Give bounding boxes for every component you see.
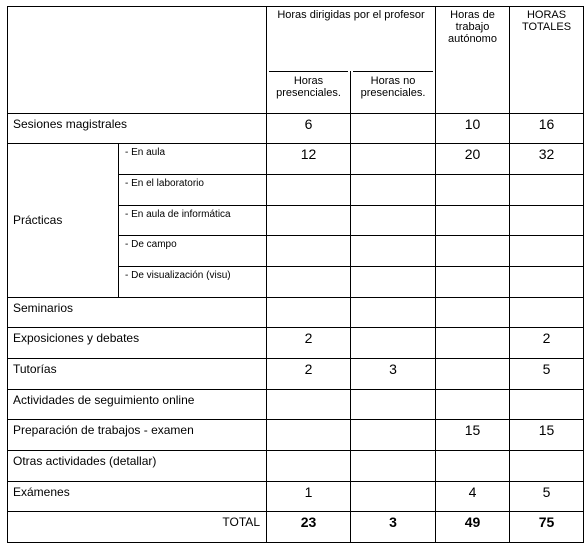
table-row bbox=[8, 358, 584, 389]
cell-no-presenciales: 3 bbox=[351, 358, 436, 389]
table-row bbox=[8, 327, 584, 358]
cell-presenciales: 12 bbox=[267, 143, 351, 174]
table-row bbox=[8, 297, 584, 327]
cell-autonomo bbox=[436, 297, 510, 327]
total-presenciales: 23 bbox=[267, 511, 351, 542]
cell-total bbox=[510, 450, 584, 481]
table-row bbox=[8, 113, 584, 143]
cell-no-presenciales bbox=[351, 235, 436, 266]
cell-autonomo bbox=[436, 327, 510, 358]
sub-row-label: - En aula de informática bbox=[119, 205, 267, 235]
sub-row-label: - De visualización (visu) bbox=[119, 266, 267, 297]
row-label: Sesiones magistrales bbox=[8, 113, 267, 143]
cell-presenciales bbox=[267, 389, 351, 419]
cell-no-presenciales bbox=[351, 113, 436, 143]
row-label: Exámenes bbox=[8, 481, 267, 511]
cell-presenciales: 2 bbox=[267, 327, 351, 358]
cell-total: 32 bbox=[510, 143, 584, 174]
row-label: Tutorías bbox=[8, 358, 267, 389]
row-label: Exposiciones y debates bbox=[8, 327, 267, 358]
table-row bbox=[8, 419, 584, 450]
cell-autonomo bbox=[436, 389, 510, 419]
cell-total: 2 bbox=[510, 327, 584, 358]
sub-row-label: - De campo bbox=[119, 235, 267, 266]
total-row bbox=[8, 511, 584, 542]
sub-row-label: - En el laboratorio bbox=[119, 174, 267, 205]
header-totales-label: HORAS TOTALES bbox=[521, 9, 572, 33]
cell-presenciales bbox=[267, 450, 351, 481]
sub-row-label: - En aula bbox=[119, 143, 267, 174]
cell-no-presenciales bbox=[351, 297, 436, 327]
table-row bbox=[8, 389, 584, 419]
cell-total bbox=[510, 174, 584, 205]
row-label: Otras actividades (detallar) bbox=[8, 450, 267, 481]
cell-presenciales bbox=[267, 235, 351, 266]
header-totales bbox=[510, 7, 584, 114]
cell-no-presenciales bbox=[351, 143, 436, 174]
cell-total: 5 bbox=[510, 358, 584, 389]
cell-total bbox=[510, 235, 584, 266]
header-no-presenciales-label: Horas no presenciales. bbox=[360, 74, 426, 99]
header-presenciales-label: Horas presenciales. bbox=[276, 74, 341, 99]
cell-no-presenciales bbox=[351, 419, 436, 450]
cell-no-presenciales bbox=[351, 450, 436, 481]
cell-presenciales: 6 bbox=[267, 113, 351, 143]
header-autonomo bbox=[436, 7, 510, 114]
total-autonomo: 49 bbox=[436, 511, 510, 542]
header-presenciales bbox=[267, 71, 351, 114]
cell-total bbox=[510, 205, 584, 235]
cell-autonomo bbox=[436, 266, 510, 297]
table-row bbox=[8, 450, 584, 481]
total-label: TOTAL bbox=[8, 511, 267, 542]
cell-autonomo: 10 bbox=[436, 113, 510, 143]
cell-total: 5 bbox=[510, 481, 584, 511]
cell-no-presenciales bbox=[351, 266, 436, 297]
cell-total bbox=[510, 297, 584, 327]
header-no-presenciales bbox=[351, 71, 436, 114]
cell-autonomo bbox=[436, 235, 510, 266]
row-label: Actividades de seguimiento online bbox=[8, 389, 267, 419]
cell-total: 15 bbox=[510, 419, 584, 450]
cell-presenciales bbox=[267, 205, 351, 235]
cell-no-presenciales bbox=[351, 389, 436, 419]
total-total: 75 bbox=[510, 511, 584, 542]
cell-presenciales bbox=[267, 174, 351, 205]
table-row bbox=[8, 143, 584, 174]
cell-autonomo bbox=[436, 450, 510, 481]
row-label: Preparación de trabajos - examen bbox=[8, 419, 267, 450]
cell-autonomo bbox=[436, 358, 510, 389]
cell-no-presenciales bbox=[351, 327, 436, 358]
cell-presenciales bbox=[267, 419, 351, 450]
row-label: Seminarios bbox=[8, 297, 267, 327]
cell-no-presenciales bbox=[351, 205, 436, 235]
header-group-label: Horas dirigidas por el profesor bbox=[277, 9, 425, 21]
cell-autonomo bbox=[436, 205, 510, 235]
total-no-presenciales: 3 bbox=[351, 511, 436, 542]
header-empty-cell bbox=[8, 7, 267, 114]
cell-total: 16 bbox=[510, 113, 584, 143]
cell-autonomo bbox=[436, 174, 510, 205]
cell-total bbox=[510, 389, 584, 419]
cell-total bbox=[510, 266, 584, 297]
cell-presenciales bbox=[267, 297, 351, 327]
cell-no-presenciales bbox=[351, 174, 436, 205]
cell-presenciales bbox=[267, 266, 351, 297]
cell-presenciales: 2 bbox=[267, 358, 351, 389]
cell-autonomo: 20 bbox=[436, 143, 510, 174]
cell-autonomo: 4 bbox=[436, 481, 510, 511]
header-autonomo-label: Horas de trabajo autónomo bbox=[448, 9, 497, 45]
hours-table bbox=[7, 6, 584, 543]
cell-autonomo: 15 bbox=[436, 419, 510, 450]
cell-presenciales: 1 bbox=[267, 481, 351, 511]
row-label-practicas: Prácticas bbox=[8, 143, 119, 297]
header-group-cell bbox=[267, 7, 436, 71]
